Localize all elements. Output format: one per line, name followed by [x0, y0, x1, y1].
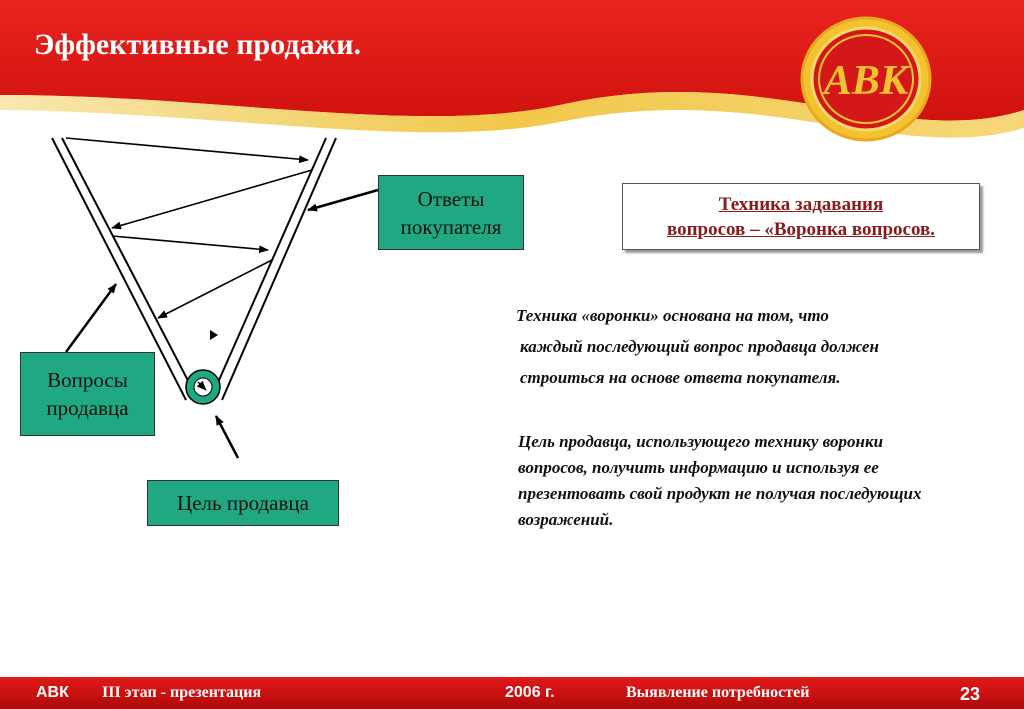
questions-label-line1: Вопросы	[47, 368, 128, 392]
goal-label: Цель продавца	[177, 491, 309, 515]
footer-bar	[0, 677, 1024, 709]
seller-goal-paragraph: Цель продавца, использующего технику воронки вопросов, получить информацию и используя ее презентовать свой продукт не получая последующих возражений.	[518, 432, 922, 529]
answers-label-line2: покупателя	[400, 214, 502, 239]
goal-target-icon	[186, 370, 220, 404]
technique-title-line2: вопросов – «Воронка вопросов.	[666, 219, 936, 240]
description-line-2: каждый последующий вопрос продавца должен	[520, 337, 879, 356]
description-line-1: Техника «воронки» основана на том, что	[516, 306, 829, 325]
footer-topic: Выявление потребностей	[626, 684, 810, 701]
technique-title-box	[622, 183, 980, 250]
footer-org: АВК	[36, 684, 69, 701]
questions-pointer-arrow	[66, 284, 116, 352]
goal-label-box	[147, 480, 339, 526]
goal-pointer-arrow	[216, 416, 238, 458]
footer-year: 2006 г.	[505, 684, 555, 701]
footer-stage: III этап - презентация	[102, 684, 262, 701]
technique-title-line1: Техника задавания	[718, 194, 884, 215]
zigzag-arrow-1	[66, 138, 308, 160]
description-line-3: строиться на основе ответа покупателя.	[520, 368, 841, 387]
slide-title: Эффективные продажи.	[34, 28, 362, 61]
answers-pointer-arrow	[308, 190, 378, 210]
funnel-zigzag-arrows	[66, 138, 312, 318]
small-triangle-icon	[210, 330, 218, 340]
funnel-description-paragraph	[516, 300, 976, 393]
answers-label-box	[378, 175, 524, 250]
zigzag-arrow-4	[158, 260, 272, 318]
questions-label-line2: продавца	[46, 396, 129, 420]
answers-label-line1: Ответы	[417, 186, 485, 211]
questions-label-box	[20, 352, 155, 436]
page-number: 23	[960, 684, 981, 704]
logo-text: АВК	[823, 58, 909, 104]
zigzag-arrow-2	[112, 170, 312, 228]
zigzag-arrow-3	[112, 236, 268, 250]
